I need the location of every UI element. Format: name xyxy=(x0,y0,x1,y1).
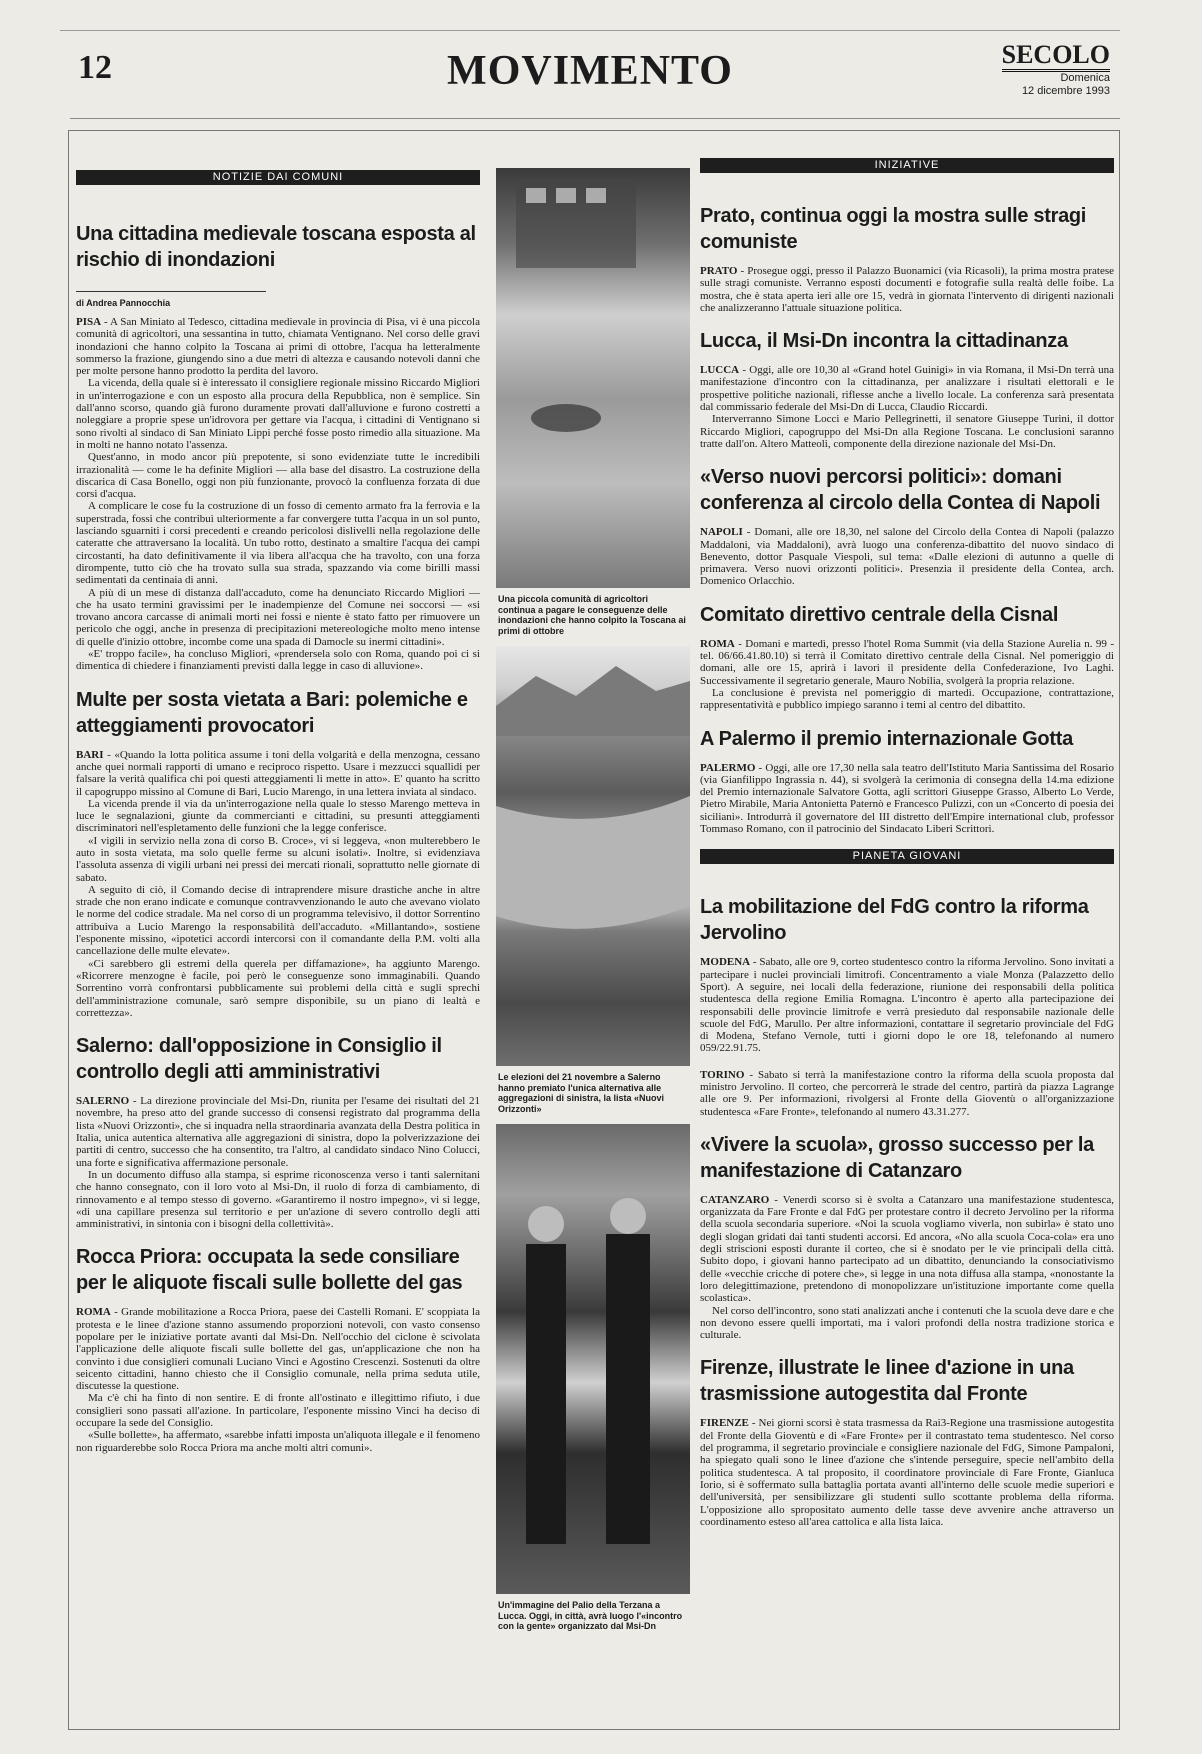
article-body: NAPOLI - Domani, alle ore 18,30, nel salone del Circolo della Contea di Napoli (palazzo Maddaloni, via Maddaloni), avrà luogo una conferenza-dibattito del nuovo sindaco di Benevento, dottor Pasquale Viespoli, sul tema: «Dalle elezioni di autunno a quelle di primavera. Verso nuovi orizzonti politici». Presenzia il presidente della Contea, arch. Domenico Orlacchio. xyxy=(700,526,1114,588)
flood-photo xyxy=(496,168,690,588)
dateline: PRATO xyxy=(700,265,738,277)
photo-column xyxy=(496,168,690,1728)
dateline: TORINO xyxy=(700,1068,745,1081)
paragraph: Sabato si terrà la manifestazione contro la riforma della scuola proposta dal ministro Jervolino. Il corteo, che percorrerà le strade del centro, partirà da piazza Lagrange alle ore 9. Per informazioni, rivolgersi al Fronte della Gioventù o all'organizzazione studentesca «Fare Fronte», telefonando al numero 43.31.277. xyxy=(700,1068,1114,1118)
paragraph: Sabato, alle ore 9, corteo studentesco contro la riforma Jervolino. Sono invitati a partecipare i nuclei provinciali limitrofi. Concentramento a viale Monza (Palazzetto dello Sport). A seguire, nei locali della federazione, riunione dei responsabili della politica studentesca della regione Emilia Romagna. L'incontro è aperto alla partecipazione dei responsabili delle provincie limitrofe e verrà presieduto dal responsabile nazionale delle scuole del FdG, Marullo. Per altre informazioni, contattare il segretario provinciale del FdG di Modena, Stefano Vernole, tutti i giorni dopo le ore 18, telefonando al numero 059/22.91.75. xyxy=(700,956,1114,1055)
headline: Multe per sosta vietata a Bari: polemiche e atteggiamenti provocatori xyxy=(76,688,468,737)
paragraph: «Ci sarebbero gli estremi della querela per diffamazione», ha aggiunto Marengo. «Ricorrere menzogne è facile, poi però le conseguenze sono immaginabili. Quando Sorrentino vorrà confrontarsi pubblicamente sui problemi della città e sugli sprechi dell'amministrazione comunale, sarò sempre disponibile, su un piano di lealtà e correttezza». xyxy=(76,957,480,1019)
dateline: MODENA xyxy=(700,956,751,969)
photo-caption: Un'immagine del Palio della Terzana a Lucca. Oggi, in città, avrà luogo l'«incontro con la gente» organizzato dal Msi-Dn xyxy=(498,1600,683,1631)
article-body: BARI - «Quando la lotta politica assume i toni della volgarità e della menzogna, cessano anche quei normali rapporti di umano e reciproco rispetto. Usare i mezzucci squallidi per falsare la verità qualifica chi poi questi atteggiamenti li mette in atto». E' quanto ha scritto il capogruppo missino al Comune di Bari, Lucio Marengo, in una lettera inviata al sindaco. La vicenda prende il via da un'interrogazione nella quale lo stesso Marengo metteva in luce le segnalazioni, giunte da commercianti e cittadini, su presunti atteggiamenti discriminatori nell'espletamento delle funzioni che la legge conferisce. «I vigili in servizio nella zona di corso B. Croce», vi si leggeva, «non multerebbero le auto in sosta vietata, ma solo quelle ferme su alcuni isolati». Inoltre, si evidenziava l'assoluta assenza di vigili urbani nei pressi dei mercati rionali, soprattutto nelle giornate di sabato. A seguito di ciò, il Comando decise di intraprendere misure drastiche anche in altre strade che non erano indicate e comunque contravvenzionando le auto che avevano violato le norme del codice stradale. Ma nel corso di un programma televisivo, il dottor Sorrentino attribuiva a Lucio Marengo la responsabilità dell'accaduto. «Millantando», sostiene l'esponente missino, «ipotetici accordi intercorsi con il comandante della P.M. volti alla cancellazione delle multe elevate». «Ci sarebbero gli estremi della querela per diffamazione», ha aggiunto Marengo. «Ricorrere menzogne è facile, poi però le conseguenze sono immaginabili. Quando Sorrentino vorrà confrontarsi pubblicamente sui problemi della città e sugli sprechi dell'amministrazione comunale, sarò sempre disponibile, su un piano di lealtà e correttezza». xyxy=(76,748,480,1019)
dateline: ROMA xyxy=(700,637,735,650)
section-banner-pianeta-giovani: PIANETA GIOVANI xyxy=(700,849,1114,864)
article-napoli xyxy=(700,464,1114,587)
article-body: PALERMO - Oggi, alle ore 17,30 nella sala teatro dell'Istituto Maria Santissima del Rosario (via Gianfilippo Ingrassia n. 44), si svolgerà la cerimonia di consegna della 14.ma edizione del Premio internazionale Salvatore Gotta, agli scrittori Giuseppe Grasso, Alberto Lo Verde, Pietro Mirabile, Maria Antonietta Paternò e Francesco Pulizzi, con un «Concerto di poesia dei siciliani». Introdurrà il governatore del III distretto dell'Empire international club, professor Tommaso Romano, con il patrocinio del Sindacato Liberi Scrittori. xyxy=(700,761,1114,836)
article-firenze xyxy=(700,1355,1114,1528)
section-title: MOVIMENTO xyxy=(447,48,733,94)
paragraph: Prosegue oggi, presso il Palazzo Buonamici (via Ricasoli), la prima mostra pratese sulle stragi comuniste. Verranno esposti documenti e fotografie sulla realtà delle foibe. La mostra, che è stata aperta ieri alle ore 15, vedrà in giornata l'intervento di dirigenti nazionali che analizzeranno l'attuale situazione politica. xyxy=(700,265,1114,314)
issue-date: 12 dicembre 1993 xyxy=(1021,85,1110,97)
paragraph: Nel corso dell'incontro, sono stati analizzati anche i contenuti che la scuola deve dare e che non devono essere quelli importati, ma i valori profondi della nostra tradizione storica e culturale. xyxy=(700,1304,1114,1342)
paragraph: «I vigili in servizio nella zona di corso B. Croce», vi si leggeva, «non multerebbero le auto in sosta vietata, ma solo quelle ferme su alcuni isolati». Inoltre, si evidenziava l'assoluta assenza di vigili urbani nei pressi dei mercati rionali, soprattutto nelle giornate di sabato. xyxy=(76,834,480,884)
article-body: MODENA - Sabato, alle ore 9, corteo studentesco contro la riforma Jervolino. Sono invitati a partecipare i nuclei provinciali limitrofi. Concentramento a viale Monza (Palazzetto dello Sport). A seguire, nei locali della federazione, riunione dei responsabili della politica studentesca della regione Emilia Romagna. L'incontro è aperto alla partecipazione dei responsabili delle provincie limitrofe e verrà presieduto dal responsabile nazionale delle scuole del FdG, Marullo. Per altre informazioni, contattare il segretario provinciale del FdG di Modena, Stefano Vernole, tutti i giorni dopo le ore 18, telefonando al numero 059/22.91.75. xyxy=(700,956,1114,1055)
article-modena xyxy=(700,894,1114,1054)
article-bari xyxy=(76,687,480,1020)
paragraph: Venerdì scorso si è svolta a Catanzaro una manifestazione studentesca, organizzata da Fare Fronte e dal FdG per protestare contro il decreto Jervolino per la riforma della scuola secondaria superiore. «Noi la scuola vogliamo viverla, non subirla» è stato uno degli slogan gridati dai tanti studenti accorsi. Ed ancora, «No alla scuola Coca-cola» era uno degli striscioni esposti durante il corteo, che si è snodato per le vie principali della città. Subito dopo, i giovani hanno partecipato ad un dibattito, denunciando la consociativismo delle «vecchie cricche di potere che», si legge in una nota diffusa alla stampa, «nonostante la loro delegittimazione, pretendono di monopolizzare un'istituzione importante come quella scolastica». xyxy=(700,1193,1114,1305)
article-body: PRATO - Prosegue oggi, presso il Palazzo Buonamici (via Ricasoli), la prima mostra pratese sulle stragi comuniste. Verranno esposti documenti e fotografie sulla realtà delle foibe. La mostra, che è stata aperta ieri alle ore 15, vedrà in giornata l'intervento di dirigenti nazionali che analizzeranno l'attuale situazione politica. xyxy=(700,265,1114,314)
article-torino xyxy=(700,1069,1114,1118)
paragraph: La vicenda, della quale si è interessato il consigliere regionale missino Riccardo Migliori in un'interrogazione e con un esposto alla procura della Repubblica, non è semplice. Sin dall'anno scorso, quando già furono duramente provati dall'alluvione e furono costretti a noleggiare a proprie spese un'idrovora per gettare via l'acqua, i cittadini di Ventignano si sono rivolti al sindaco di San Miniato Lippi perché fosse posto rimedio alla situazione. Ma in molti ne hanno notato l'assenza. xyxy=(76,377,480,451)
newspaper-name: SECOLO xyxy=(1002,41,1110,72)
headline: Una cittadina medievale toscana esposta al rischio di inondazioni xyxy=(76,223,476,271)
headline: La mobilitazione del FdG contro la riforma Jervolino xyxy=(700,896,1089,945)
article-body: LUCCA - Oggi, alle ore 10,30 al «Grand hotel Guinigi» in via Romana, il Msi-Dn terrà una manifestazione d'incontro con la cittadinanza, per analizzare i risultati elettorali e le prospettive politiche nazionali, riflesse anche a livello locale. La conferenza sarà presentata dal commissario federale del Msi-Dn di Lucca, Claudio Riccardi. Interverranno Simone Locci e Mario Pellegrinetti, il senatore Giuseppe Turini, il dottor Riccardo Migliori, capogruppo del Msi-Dn alla Regione Toscana. Le conclusioni saranno tratte dall'on. Altero Matteoli, componente della direzione nazionale del Msi-Dn. xyxy=(700,364,1114,450)
paragraph: Domani e martedì, presso l'hotel Roma Summit (via della Stazione Aurelia n. 99 - tel. 06/66.41.80.10) si terrà il Comitato direttivo centrale della Cisnal. Nel pomeriggio di domani, alle ore 15, aprirà i lavori il presidente della Confederazione, Ivo Laghi. Successivamente il segretario generale, Mauro Nobilia, svolgerà la propria relazione. xyxy=(700,637,1114,687)
article-body: TORINO - Sabato si terrà la manifestazione contro la riforma della scuola proposta dal ministro Jervolino. Il corteo, che percorrerà le strade del centro, partirà da piazza Lagrange alle ore 9. Per informazioni, rivolgersi al Fronte della Gioventù o all'organizzazione studentesca «Fare Fronte», telefonando al numero 43.31.277. xyxy=(700,1068,1114,1118)
dateline: LUCCA xyxy=(700,364,740,377)
headline: Rocca Priora: occupata la sede consiliare per le aliquote fiscali sulle bollette del gas xyxy=(76,1246,463,1295)
page-number: 12 xyxy=(78,49,112,86)
dateline: CATANZARO xyxy=(700,1193,770,1206)
paragraph: La conclusione è prevista nel pomeriggio di martedì. Occupazione, contrattazione, rappresentatività e pubblico impiego saranno i temi al centro del dibattito. xyxy=(700,686,1114,712)
masthead xyxy=(60,30,1120,122)
article-catanzaro xyxy=(700,1132,1114,1342)
article-palermo xyxy=(700,726,1114,836)
paragraph: Interverranno Simone Locci e Mario Pellegrinetti, il senatore Giuseppe Turini, il dottor Riccardo Migliori, capogruppo del Msi-Dn alla Regione Toscana. Le conclusioni saranno tratte dall'on. Altero Matteoli, componente della direzione nazionale del Msi-Dn. xyxy=(700,413,1114,450)
section-banner-iniziative: INIZIATIVE xyxy=(700,158,1114,173)
dateline: NAPOLI xyxy=(700,526,743,539)
paragraph: La vicenda prende il via da un'interrogazione nella quale lo stesso Marengo metteva in luce le segnalazioni, giunte da commercianti e cittadini, su presunti atteggiamenti discriminatori nell'espletamento delle funzioni che la legge conferisce. xyxy=(76,797,480,835)
headline: «Verso nuovi percorsi politici»: domani conferenza al circolo della Contea di Napoli xyxy=(700,466,1101,515)
headline: «Vivere la scuola», grosso successo per la manifestazione di Catanzaro xyxy=(700,1133,1094,1182)
paragraph: «Sulle bollette», ha affermato, «sarebbe infatti imposta un'aliquota illegale e il fenomeno non riguarderebbe solo Rocca Priora ma anche molti altri comuni». xyxy=(76,1429,480,1454)
paragraph: A San Miniato al Tedesco, cittadina medievale in provincia di Pisa, vi è una piccola comunità di agricoltori, una sessantina in tutto, chiamata Ventignano. Nel corso delle gravi inondazioni che hanno colpito la Toscana ai primi di ottobre, l'acqua ha letteralmente sommerso la frazione, giungendo sino a due metri di altezza e causando notevoli danni che per molte persone hanno prodotto la perdita del lavoro. xyxy=(76,316,480,378)
article-lucca xyxy=(700,328,1114,450)
photo-caption: Le elezioni del 21 novembre a Salerno hanno premiato l'unica alternativa alle aggregazioni di sinistra, la lista «Nuovi Orizzonti» xyxy=(498,1072,665,1114)
paragraph: La direzione provinciale del Msi-Dn, riunita per l'esame dei risultati del 21 novembre, ha preso atto del grande successo di consensi registrato dal programma della lista «Nuovi Orizzonti», che si inquadra nella straordinaria avanzata della Destra politica in Italia, unica autentica alternativa alle aggregazioni di sinistra, dopo la polverizzazione dei partiti di centro, successo che ha consentito, tra l'altro, al candidato sindaco Nino Colucci, una forte e significativa affermazione personale. xyxy=(76,1095,480,1169)
byline: di Andrea Pannocchia xyxy=(76,291,266,308)
flood-photo-illustration xyxy=(496,168,690,588)
article-rocca-priora xyxy=(76,1244,480,1454)
dateline: PISA xyxy=(76,316,102,328)
paragraph: A complicare le cose fu la costruzione di un fosso di cemento armato fra la ferrovia e la superstrada, fossi che contribuì ulteriormente a far convergere tutta l'acqua in un sol punto, lasciando sguarniti i corsi precedenti e creando pericolosi dislivelli nella regolazione delle cateratte che attraversano la località. Un tubo rotto, destinato a smaltire l'acqua dei campi circostanti, ha dato definitivamente il via libera all'acqua che ha travolto, con una forza dirompente, tutto ciò che ha trovato sulla sua strada, spazzando via come birilli massi sedimentati da centinaia di anni. xyxy=(76,500,480,587)
salerno-photo-illustration xyxy=(496,646,690,1066)
masthead-rule xyxy=(70,118,1120,119)
headline: Comitato direttivo centrale della Cisnal xyxy=(700,603,1059,626)
issue-weekday: Domenica xyxy=(1060,72,1110,84)
paragraph: Ma c'è chi ha finto di non sentire. E di fronte all'ostinato e illegittimo rifiuto, i due consiglieri sono passati all'azione. In particolare, l'esponente missino Vinci ha deciso di occupare la sede del Consiglio. xyxy=(76,1392,480,1430)
photo-caption: Una piccola comunità di agricoltori continua a pagare le conseguenze delle inondazioni che hanno colpito la Toscana ai primi di ottobre xyxy=(498,594,686,636)
palio-photo-illustration xyxy=(496,1124,690,1594)
paragraph: «E' troppo facile», ha concluso Migliori, «prendersela solo con Roma, quando poi ci si dimentica di chiedere i finanziamenti previsti dalla legge in caso di alluvione». xyxy=(76,648,480,673)
paragraph: Nei giorni scorsi è stata trasmessa da Rai3-Regione una trasmissione autogestita del Fronte della Gioventù e di «Fare Fronte» per il contrastato tema studentesco. Nel corso del programma, il segretario provinciale e consigliere nazionale del FdG, Simone Pampaloni, ha spiegato quali sono le linee d'azione che s'intende perseguire, specie nell'ambito della politica studentesca. A tal proposito, il coordinatore provinciale di Fare Fronte, Gianluca Iorio, si è soffermato sulla battaglia portata avanti all'interno delle scuole medie superiori e dell'università, per sensibilizzare gli studenti sullo scottante problema della riforma. L'opposizione allo spropositato aumento delle tasse deve avvenire anche attraverso un coordinamento esteso all'area cattolica e alla lista laica. xyxy=(700,1417,1114,1528)
palio-photo xyxy=(496,1124,690,1594)
left-column xyxy=(76,170,480,1720)
headline: Firenze, illustrate le linee d'azione in una trasmissione autogestita dal Fronte xyxy=(700,1357,1074,1406)
paragraph: A seguito di ciò, il Comando decise di intraprendere misure drastiche anche in altre strade che non erano indicate e comunque contravvenzionando le auto che avevano violato le norme del codice stradale. Ma nel corso di un programma televisivo, il dottor Sorrentino attribuiva a Lucio Marengo la responsabilità dell'accaduto. «Millantando», sostiene l'esponente missino, «ipotetici accordi intercorsi con il comandante della P.M. volti alla cancellazione delle multe elevate». xyxy=(76,883,480,958)
article-body: FIRENZE - Nei giorni scorsi è stata trasmessa da Rai3-Regione una trasmissione autogestita del Fronte della Gioventù e di «Fare Fronte» per il contrastato tema studentesco. Nel corso del programma, il segretario provinciale e consigliere nazionale del FdG, Simone Pampaloni, ha spiegato quali sono le linee d'azione che s'intende perseguire, specie nell'ambito della politica studentesca. A tal proposito, il coordinatore provinciale di Fare Fronte, Gianluca Iorio, si è soffermato sulla battaglia portata avanti all'interno delle scuole medie superiori e dell'università, per sensibilizzare gli studenti sullo scottante problema della riforma. L'opposizione allo spropositato aumento delle tasse deve avvenire anche attraverso un coordinamento esteso all'area cattolica e alla lista laica. xyxy=(700,1417,1114,1528)
article-body: ROMA - Domani e martedì, presso l'hotel Roma Summit (via della Stazione Aurelia n. 99 - tel. 06/66.41.80.10) si terrà il Comitato direttivo centrale della Cisnal. Nel pomeriggio di domani, alle ore 15, aprirà i lavori il presidente della Confederazione, Ivo Laghi. Successivamente il segretario generale, Mauro Nobilia, svolgerà la propria relazione. La conclusione è prevista nel pomeriggio di martedì. Occupazione, contrattazione, rappresentatività e pubblico impiego saranno i temi al centro del dibattito. xyxy=(700,637,1114,712)
salerno-photo xyxy=(496,646,690,1066)
paragraph: «Quando la lotta politica assume i toni della volgarità e della menzogna, cessano anche quei normali rapporti di umano e reciproco rispetto. Usare i mezzucci squallidi per falsare la verità qualifica chi poi questi atteggiamenti li mette in atto». E' quanto ha scritto il capogruppo missino al Comune di Bari, Lucio Marengo, in una lettera inviata al sindaco. xyxy=(76,748,480,798)
headline: Salerno: dall'opposizione in Consiglio il controllo degli atti amministrativi xyxy=(76,1035,442,1084)
dateline: BARI xyxy=(76,748,104,761)
article-body: CATANZARO - Venerdì scorso si è svolta a Catanzaro una manifestazione studentesca, organizzata da Fare Fronte e dal FdG per protestare contro il decreto Jervolino per la riforma della scuola secondaria superiore. «Noi la scuola vogliamo viverla, non subirla» è stato uno degli slogan gridati dai tanti studenti accorsi. Ed ancora, «No alla scuola Coca-cola» era uno degli striscioni esposti durante il corteo, che si è snodato per le vie principali della città. Subito dopo, i giovani hanno partecipato ad un dibattito, denunciando la consociativismo delle «vecchie cricche di potere che», si legge in una nota diffusa alla stampa, «nonostante la loro delegittimazione, pretendono di monopolizzare un'istituzione importante come quella scolastica». Nel corso dell'incontro, sono stati analizzati anche i contenuti che la scuola deve dare e che non devono essere quelli importati, ma i valori profondi della nostra tradizione storica e culturale. xyxy=(700,1193,1114,1342)
article-salerno xyxy=(76,1033,480,1230)
article-body: ROMA - Grande mobilitazione a Rocca Priora, paese dei Castelli Romani. E' scoppiata la protesta e le linee d'azione stanno assumendo proporzioni notevoli, con vasto consenso popolare per le iniziative portate avanti dal Msi-Dn. Nell'occhio del ciclone è scivolata l'applicazione delle aliquote fiscali sulle bollette del gas, un'applicazione che non ha convinto i due consiglieri comunali Luciano Vinci e Agostino Crescenzi. Sostenuti da oltre seicento cittadini, hanno chiesto che il Consiglio comunale, nella prima seduta utile, discutesse la questione. Ma c'è chi ha finto di non sentire. E di fronte all'ostinato e illegittimo rifiuto, i due consiglieri sono passati all'azione. In particolare, l'esponente missino Vinci ha deciso di occupare la sede del Consiglio. «Sulle bollette», ha affermato, «sarebbe infatti imposta un'aliquota illegale e il fenomeno non riguarderebbe solo Rocca Priora ma anche molti altri comuni». xyxy=(76,1306,480,1454)
right-column xyxy=(700,158,1114,1723)
article-body: PISA - A San Miniato al Tedesco, cittadina medievale in provincia di Pisa, vi è una piccola comunità di agricoltori, una sessantina in tutto, chiamata Ventignano. Nel corso delle gravi inondazioni che hanno colpito la Toscana ai primi di ottobre, l'acqua ha letteralmente sommerso la frazione, giungendo sino a due metri di altezza e causando notevoli danni che per molte persone hanno prodotto la perdita del lavoro. La vicenda, della quale si è interessato il consigliere regionale missino Riccardo Migliori in un'interrogazione e con un esposto alla procura della Repubblica, non è semplice. Sin dall'anno scorso, quando già furono duramente provati dall'alluvione e furono costretti a noleggiare a proprie spese un'idrovora per gettare via l'acqua, i cittadini di Ventignano si sono rivolti al sindaco di San Miniato Lippi perché fosse posto rimedio alla situazione. Ma in molti ne hanno notato l'assenza. Quest'anno, in modo ancor più prepotente, si sono evidenziate tutte le incredibili irrazionalità — come le ha definite Migliori — alla base del disastro. La costruzione della discarica di Casa Bonello, oggi non più funzionante, provocò la confluenza forzata di due corsi d'acqua. A complicare le cose fu la costruzione di un fosso di cemento armato fra la ferrovia e la superstrada, fossi che contribuì ulteriormente a far convergere tutta l'acqua in un sol punto, lasciando sguarniti i corsi precedenti e creando pericolosi dislivelli nella regolazione delle cateratte che attraversano la località. Un tubo rotto, destinato a smaltire l'acqua dei campi circostanti, ha dato definitivamente il via libera all'acqua che ha travolto, con una forza dirompente, tutto ciò che ha trovato sulla sua strada, spazzando via come birilli massi sedimentati da centinaia di anni. A più di un mese di distanza dall'accaduto, come ha denunciato Riccardo Migliori — che ha usato termini gravissimi per le inadempienze del Comune nei soccorsi — «si trovano ancora carcasse di animali morti nei fossi e niente è stato fatto per rimuovere un pericolo che oggi, anche in presenza di precipitazioni metereologiche molto meno intense di quelle d'inizio ottobre, incombe come una spada di Damocle su inermi cittadini». «E' troppo facile», ha concluso Migliori, «prendersela solo con Roma, quando poi ci si dimentica di chiedere i finanziamenti previsti dalla legge in caso di alluvione». xyxy=(76,316,480,673)
article-cisnal xyxy=(700,602,1114,712)
article-prato xyxy=(700,203,1114,314)
dateline: FIRENZE xyxy=(700,1417,749,1430)
dateline: ROMA xyxy=(76,1306,111,1319)
headline: Prato, continua oggi la mostra sulle stragi comuniste xyxy=(700,205,1087,253)
article-body: SALERNO - La direzione provinciale del Msi-Dn, riunita per l'esame dei risultati del 21 novembre, ha preso atto del grande successo di consensi registrato dal programma della lista «Nuovi Orizzonti», che si inquadra nella straordinaria avanzata della Destra politica in Italia, unica autentica alternativa alle aggregazioni di sinistra, dopo la polverizzazione dei partiti di centro, successo che ha consentito, tra l'altro, al candidato sindaco Nino Colucci, una forte e significativa affermazione personale. In un documento diffuso alla stampa, si esprime riconoscenza verso i tanti salernitani che hanno consegnato, con il loro voto al Msi-Dn, il ruolo di forza di cambiamento, di rinnovamento e al tempo stesso di governo. «Garantiremo il nostro impegno», vi si legge, «di una capillare presenza sul territorio e per un'azione di severo controllo degli atti amministrativi, in sintonia con i bisogni della collettività». xyxy=(76,1095,480,1231)
paragraph: In un documento diffuso alla stampa, si esprime riconoscenza verso i tanti salernitani che hanno consegnato, con il loro voto al Msi-Dn, il ruolo di forza di cambiamento, di rinnovamento e al tempo stesso di governo. «Garantiremo il nostro impegno», vi si legge, «di una capillare presenza sul territorio e per un'azione di severo controllo degli atti amministrativi, in sintonia con i bisogni della collettività». xyxy=(76,1168,480,1231)
section-banner-notizie: NOTIZIE DAI COMUNI xyxy=(76,170,480,185)
newspaper-logo xyxy=(1002,41,1110,98)
dateline: SALERNO xyxy=(76,1095,130,1108)
headline: A Palermo il premio internazionale Gotta xyxy=(700,727,1073,750)
paragraph: Domani, alle ore 18,30, nel salone del Circolo della Contea di Napoli (palazzo Maddaloni, via Maddaloni), avrà luogo una conferenza-dibattito del nuovo sindaco di Benevento, dottor Pasquale Viespoli, sul tema: «Dalle elezioni di autunno a quelle di primavera. Verso nuovi orizzonti politici». Presenzia il presidente della Contea, arch. Domenico Orlacchio. xyxy=(700,526,1114,588)
paragraph: A più di un mese di distanza dall'accaduto, come ha denunciato Riccardo Migliori — che ha usato termini gravissimi per le inadempienze del Comune nei soccorsi — «si trovano ancora carcasse di animali morti nei fossi e niente è stato fatto per rimuovere un pericolo che oggi, anche in presenza di precipitazioni metereologiche molto meno intense di quelle d'inizio ottobre, incombe come una spada di Damocle su inermi cittadini». xyxy=(76,586,480,648)
paragraph: Oggi, alle ore 10,30 al «Grand hotel Guinigi» in via Romana, il Msi-Dn terrà una manifestazione d'incontro con la cittadinanza, per analizzare i risultati elettorali e le prospettive politiche nazionali, riflesse anche a livello locale. La conferenza sarà presentata dal commissario federale del Msi-Dn di Lucca, Claudio Riccardi. xyxy=(700,364,1114,414)
dateline: PALERMO xyxy=(700,761,756,774)
paragraph: Grande mobilitazione a Rocca Priora, paese dei Castelli Romani. E' scoppiata la protesta e le linee d'azione stanno assumendo proporzioni notevoli, con vasto consenso popolare per le iniziative portate avanti dal Msi-Dn. Nell'occhio del ciclone è scivolata l'applicazione delle aliquote fiscali sulle bollette del gas, un'applicazione che non ha convinto i due consiglieri comunali Luciano Vinci e Agostino Crescenzi. Sostenuti da oltre seicento cittadini, hanno chiesto che il Consiglio comunale, nella prima seduta utile, discutesse la questione. xyxy=(76,1306,480,1393)
article-pisa xyxy=(76,221,480,673)
headline: Lucca, il Msi-Dn incontra la cittadinanza xyxy=(700,330,1068,353)
paragraph: Oggi, alle ore 17,30 nella sala teatro dell'Istituto Maria Santissima del Rosario (via Gianfilippo Ingrassia n. 44), si svolgerà la cerimonia di consegna della 14.ma edizione del Premio internazionale Salvatore Gotta, agli scrittori Giuseppe Grasso, Alberto Lo Verde, Pietro Mirabile, Maria Antonietta Paternò e Francesco Pulizzi, con un «Concerto di poesia dei siciliani». Introdurrà il governatore del III distretto dell'Empire international club, professor Tommaso Romano, con il patrocinio del Sindacato Liberi Scrittori. xyxy=(700,761,1114,836)
paragraph: Quest'anno, in modo ancor più prepotente, si sono evidenziate tutte le incredibili irrazionalità — come le ha definite Migliori — alla base del disastro. La costruzione della discarica di Casa Bonello, oggi non più funzionante, provocò la confluenza forzata di due corsi d'acqua. xyxy=(76,451,480,501)
